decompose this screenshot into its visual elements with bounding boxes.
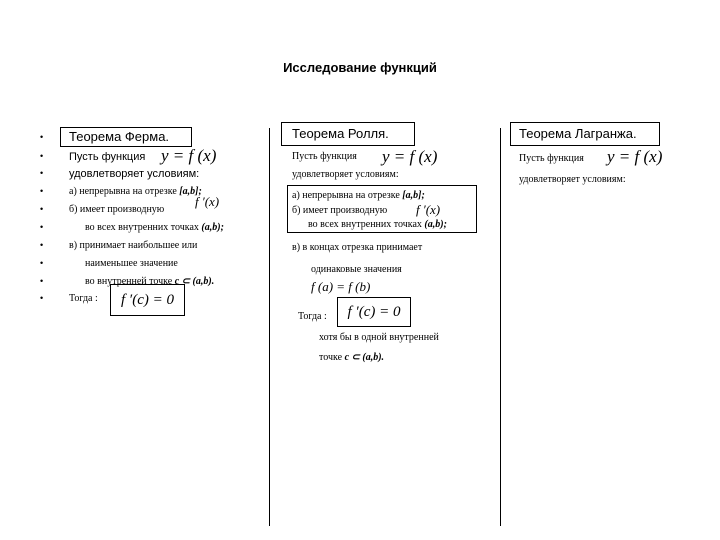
fermat-line1: Пусть функция — [69, 151, 146, 163]
fermat-cond-v3-point: c ⊂ (a,b). — [174, 276, 215, 287]
rolle-cond-b2-interval: (a,b); — [424, 219, 447, 230]
fermat-result-formula: f ′(c) = 0 — [110, 284, 185, 316]
rolle-cond-a-interval: [a,b]; — [402, 190, 425, 201]
fermat-then-label: Тогда : — [69, 293, 98, 304]
bullet: • — [40, 151, 44, 161]
fermat-cond-b-formula: f ′(x) — [195, 194, 220, 209]
bullet: • — [40, 168, 44, 178]
rolle-line1: Пусть функция — [292, 151, 357, 162]
fermat-cond-a-text: а) непрерывна на отрезке — [69, 186, 177, 197]
column-divider-left — [269, 128, 270, 526]
rolle-cond-b: б) имеет производную — [292, 205, 388, 216]
bullet: • — [40, 204, 44, 214]
fermat-cond-v: в) принимает наибольшее или — [69, 240, 198, 251]
page-title: Исследование функций — [283, 60, 437, 75]
fermat-cond-a — [69, 186, 202, 197]
rolle-header: Теорема Ролля. — [292, 126, 389, 141]
rolle-result-line1: хотя бы в одной внутренней — [319, 332, 439, 343]
bullet: • — [40, 293, 44, 303]
rolle-result-line2-text: точке — [319, 352, 343, 363]
lagrange-line1: Пусть функция — [519, 153, 584, 164]
bullet: • — [40, 222, 44, 232]
bullet: • — [40, 132, 44, 142]
rolle-cond-v2: одинаковые значения — [311, 264, 402, 275]
bullet: • — [40, 276, 44, 286]
fermat-cond-b2 — [85, 222, 224, 233]
rolle-result-point: c ⊂ (a,b). — [344, 352, 385, 363]
fermat-line2: удовлетворяет условиям: — [69, 168, 200, 180]
fermat-cond-b: б) имеет производную — [69, 204, 165, 215]
lagrange-line2: удовлетворяет условиям: — [519, 174, 626, 185]
bullet: • — [40, 186, 44, 196]
fermat-cond-b2-text: во всех внутренних точках — [85, 222, 199, 233]
lagrange-header: Теорема Лагранжа. — [519, 126, 637, 141]
fermat-cond-b2-interval: (a,b); — [201, 222, 224, 233]
rolle-result-formula: f ′(c) = 0 — [337, 297, 411, 327]
rolle-then-label: Тогда : — [298, 311, 327, 322]
rolle-cond-b2-text: во всех внутренних точках — [308, 219, 422, 230]
rolle-cond-a-text: а) непрерывна на отрезке — [292, 190, 400, 201]
rolle-result-line2 — [319, 352, 384, 363]
bullet: • — [40, 258, 44, 268]
fermat-cond-a-interval: [a,b]; — [179, 186, 202, 197]
rolle-cond-v: в) в концах отрезка принимает — [292, 242, 423, 253]
rolle-cond-a — [292, 190, 425, 201]
rolle-line1-formula: y = f (x) — [382, 147, 438, 166]
fermat-line1-formula: y = f (x) — [161, 146, 217, 165]
lagrange-line1-formula: y = f (x) — [607, 147, 663, 166]
fermat-cond-v3-text: во внутренней точке — [85, 276, 173, 287]
column-divider-right — [500, 128, 501, 526]
bullet: • — [40, 240, 44, 250]
rolle-cond-v3-formula: f (a) = f (b) — [311, 279, 371, 294]
rolle-line2: удовлетворяет условиям: — [292, 169, 399, 180]
rolle-cond-b-formula: f ′(x) — [416, 202, 441, 217]
fermat-header: Теорема Ферма. — [69, 129, 170, 144]
rolle-cond-b2 — [308, 219, 447, 230]
fermat-cond-v2: наименьшее значение — [85, 258, 178, 269]
